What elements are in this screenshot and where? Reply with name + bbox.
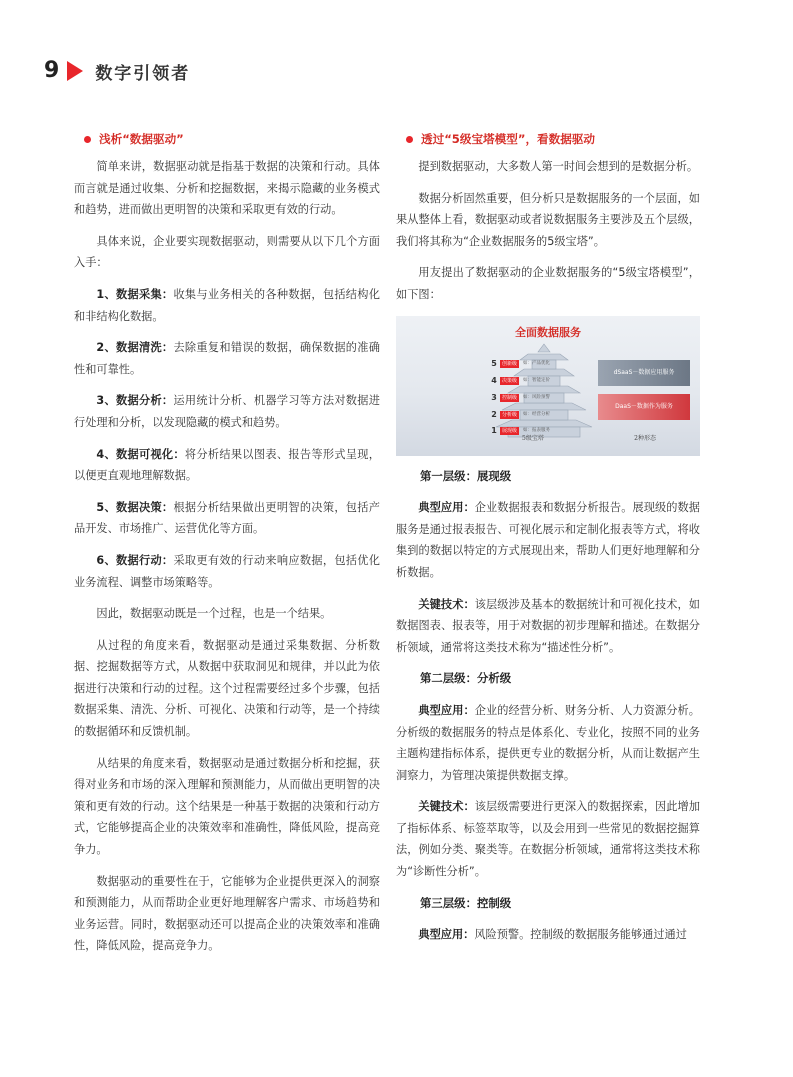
left-column: [74, 130, 380, 967]
paragraph-1: 提到数据驱动，大多数人第一时间会想到的是数据分析。: [418, 160, 699, 173]
level2-application: 典型应用：企业的经营分析、财务分析、人力资源分析。分析级的数据服务的特点是体系化、专业化，按照不同的业务主题构建指标体系，提供更专业的数据分析，从而让数据产生洞察力，为管理决策提供数据支撑。: [396, 703, 700, 782]
paragraph-importance: 数据驱动的重要性在于，它能够为企业提供更深入的洞察和预测能力，从而帮助企业更好地理解客户需求、市场趋势和业务运营。同时，数据驱动还可以提高企业的决策效率和准确性，降低风险，提高竞争力。: [74, 874, 380, 953]
daas-box: DaaS－数据作为服务: [598, 394, 690, 420]
list-item: 2、数据清洗：去除重复和错误的数据，确保数据的准确性和可靠性。: [74, 341, 380, 376]
paragraph-aspects-intro: 具体来说，企业要实现数据驱动，则需要从以下几个方面入手：: [74, 234, 380, 270]
pagoda-diagram: [488, 342, 598, 438]
level1-technology: 关键技术：该层级涉及基本的数据统计和可视化技术，如数据图表、报表等，用于对数据的初步理解和描述。在数据分析领域，通常将这类技术称为“描述性分析”。: [396, 597, 700, 654]
section-title-right: 透过“5级宝塔模型”，看数据驱动: [406, 130, 700, 148]
header-title: 数字引领者: [95, 63, 191, 84]
paragraph-intro: 简单来讲，数据驱动就是指基于数据的决策和行动。具体而言就是通过收集、分析和挖掘数据，来揭示隐藏的业务模式和趋势，进而做出更明智的决策和采取更有效的行动。: [74, 160, 380, 217]
play-triangle-icon: [67, 61, 83, 81]
pagoda-tier: 5 创新级 如：产品优化: [491, 359, 551, 369]
pagoda-tier: 3 控制级 如：风险预警: [491, 393, 551, 403]
level1-application: 典型应用：企业数据报表和数据分析报告。展现级的数据服务是通过报表报告、可视化展示和定制化报表等方式，将收集到的数据以特定的方式展现出来，帮助人们更好地理解和分析数据。: [396, 501, 700, 579]
list-item: 1、数据采集：收集与业务相关的各种数据，包括结构化和非结构化数据。: [74, 287, 380, 323]
caption-pagoda: 5级宝塔: [522, 434, 544, 442]
figure-title: 全面数据服务: [515, 325, 581, 339]
pagoda-model-figure: [396, 316, 700, 456]
paragraph-2: 数据分析固然重要，但分析只是数据服务的一个层面，如果从整体上看，数据驱动或者说数据服务主要涉及五个层级，我们将其称为“企业数据服务的5级宝塔”。: [396, 191, 700, 248]
paragraph-process: 从过程的角度来看，数据驱动是通过采集数据、分析数据、挖掘数据等方式，从数据中获取洞见和规律，并以此为依据进行决策和行动的过程。这个过程需要经过多个步骤，包括数据采集、清洗、分析、可视化、决策和行动等，是一个持续的数据循环和反馈机制。: [74, 638, 380, 739]
caption-forms: 2种形态: [634, 434, 656, 442]
level3-title: 第三层级：控制级: [420, 895, 512, 910]
pagoda-tier: 4 决策级 如：智能定价: [491, 376, 551, 386]
pagoda-tier: 1 展现级 如：报表服务: [491, 426, 551, 436]
list-item: 3、数据分析：运用统计分析、机器学习等方法对数据进行处理和分析，以发现隐藏的模式和趋势。: [74, 394, 380, 429]
level1-title: 第一层级：展现级: [420, 468, 512, 483]
bullet-dot-icon: [84, 136, 91, 143]
right-column: [396, 130, 700, 956]
list-item: 4、数据可视化：将分析结果以图表、报告等形式呈现，以便更直观地理解数据。: [74, 447, 380, 483]
level2-title: 第二层级：分析级: [420, 671, 512, 686]
bullet-dot-icon: [406, 136, 413, 143]
paragraph-3: 用友提出了数据驱动的企业数据服务的“5级宝塔模型”，如下图：: [396, 266, 700, 301]
page-header: [44, 56, 190, 86]
level2-technology: 关键技术：该层级需要进行更深入的数据探索，因此增加了指标体系、标签萃取等，以及会用到一些常见的数据挖掘算法，例如分类、聚类等。在数据分析领域，通常将这类技术称为“诊断性分析”。: [396, 800, 700, 879]
paragraph-conclusion: 因此，数据驱动既是一个过程，也是一个结果。: [96, 607, 332, 621]
dsaas-box: dSaaS－数据应用服务: [598, 360, 690, 386]
page-number: 9: [44, 58, 60, 83]
section-title-left: 浅析“数据驱动”: [84, 130, 380, 148]
pagoda-tier: 2 分析级 如：经营分析: [491, 410, 551, 420]
list-item: 5、数据决策：根据分析结果做出更明智的决策，包括产品开发、市场推广、运营优化等方面。: [74, 500, 380, 536]
paragraph-result: 从结果的角度来看，数据驱动是通过数据分析和挖掘，获得对业务和市场的深入理解和预测能力，从而做出更明智的决策和更有效的行动。这个结果是一种基于数据的决策和行动方式，它能够提高企业的决策效率和准确性，降低风险，提高竞争力。: [74, 756, 380, 857]
level3-application: 典型应用：风险预警。控制级的数据服务能够通过通过: [418, 928, 687, 942]
list-item: 6、数据行动：采取更有效的行动来响应数据，包括优化业务流程、调整市场策略等。: [74, 553, 380, 589]
